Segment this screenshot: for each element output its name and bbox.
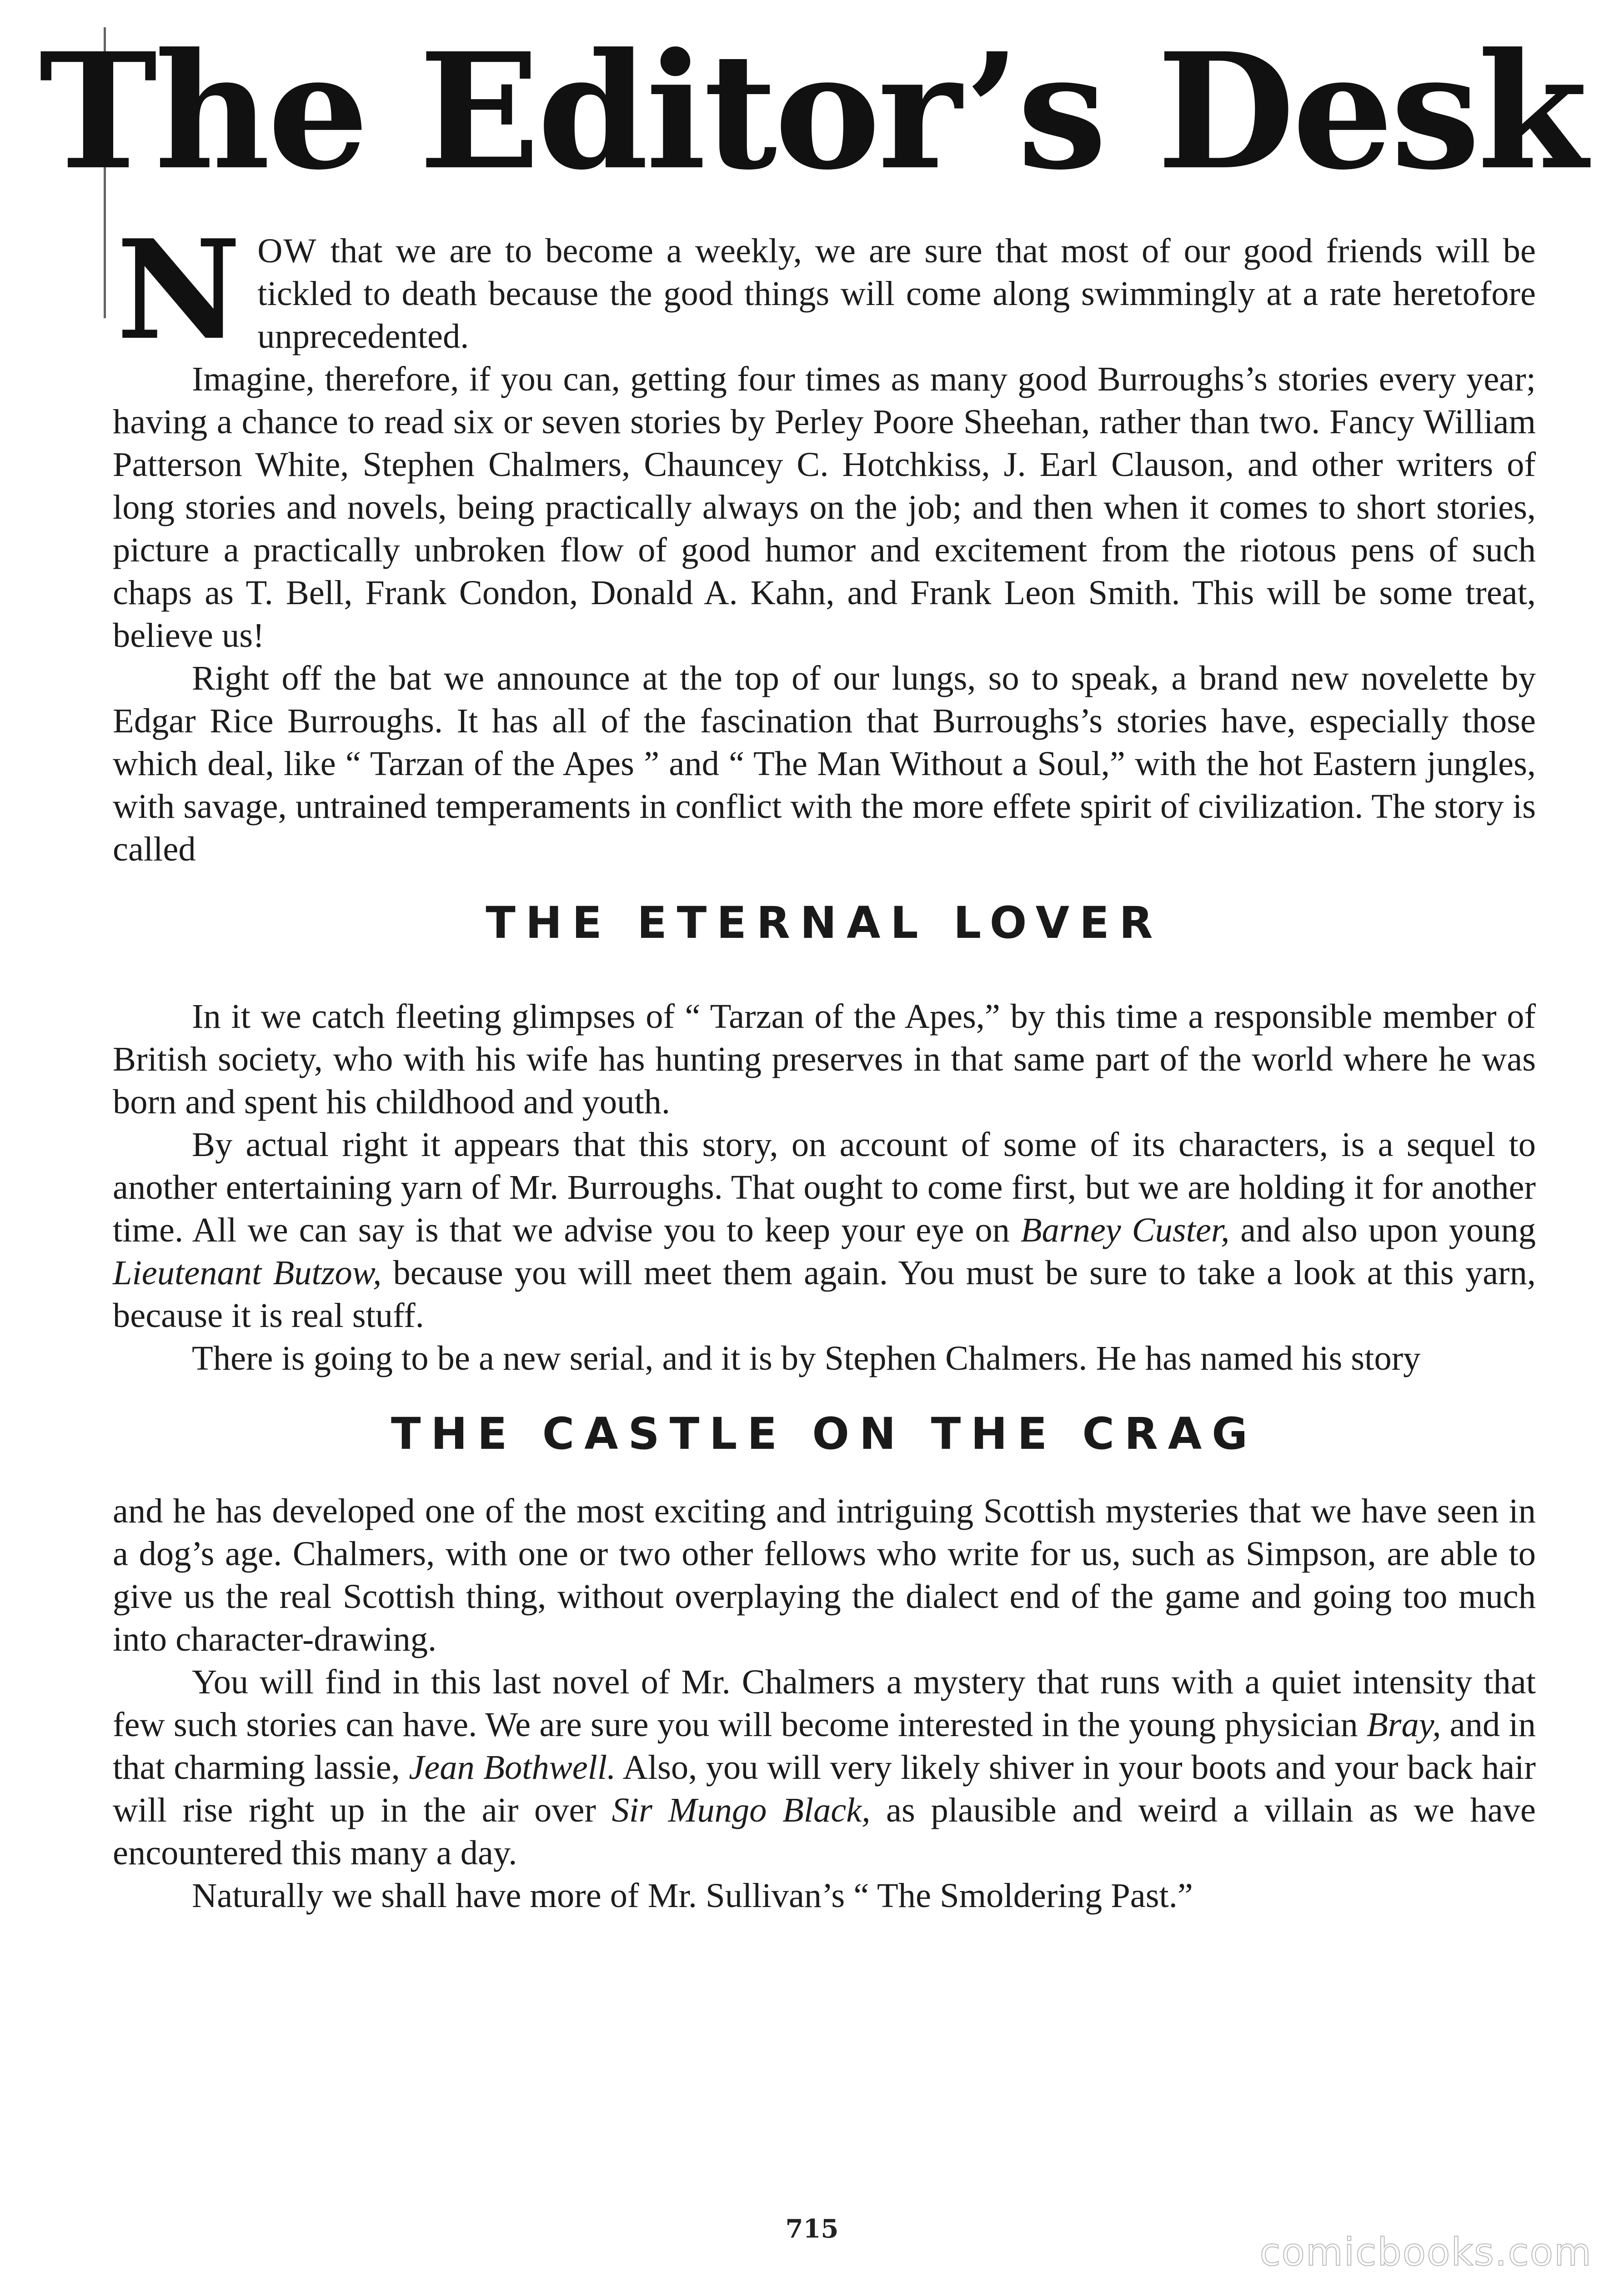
paragraph-5-text-c: because you will meet them again. You must be sure to take a look at this yarn, because it is real stuff. [113,1253,1536,1335]
paragraph-3: Right off the bat we announce at the top of our lungs, so to speak, a brand new novelette by Edgar Rice Burroughs. It has all of the fascination that Burroughs’s stories have, especially those which deal, like “ Tarzan of the Apes ” and “ The Man Without a Soul,” with the hot Eastern jungles, with savage, untrained temperaments in conflict with the more effete spirit of civilization. The story is called [113,659,1536,868]
character-name-sir-mungo-black: Sir Mungo Black, [612,1791,871,1829]
paragraph-5 [113,1123,1536,1337]
paragraph-6: There is going to be a new serial, and it is by Stephen Chalmers. He has named his story [192,1339,1421,1377]
paragraph-8 [113,1661,1536,1874]
paragraph-9: Naturally we shall have more of Mr. Sullivan’s “ The Smoldering Past.” [192,1876,1193,1915]
character-name-jean-bothwell: Jean Bothwell. [409,1748,616,1787]
watermark: comicbooks.com [1259,2230,1592,2273]
paragraph-7: and he has developed one of the most exciting and intriguing Scottish mysteries that we have seen in a dog’s age. Chalmers, with one or two other fellows who write for us, such as Simpson, are able to give us the real Scottish thing, without overplaying the dialect end of the game and going too much into character-drawing. [113,1492,1536,1658]
drop-cap: N [116,210,241,370]
paragraph-4: In it we catch fleeting glimpses of “ Tarzan of the Apes,” by this time a responsible member of British society, who with his wife has hunting preserves in that same part of the world where he was born and spent his childhood and youth. [113,997,1536,1121]
paragraph-8-text-d: as plausible and weird a villain as we have encountered this many a day. [113,1791,1536,1872]
story-heading-eternal-lover: THE ETERNAL LOVER [486,897,1163,948]
story-heading-castle-on-the-crag: THE CASTLE ON THE CRAG [391,1408,1258,1459]
paragraph-8-text-c: Also, you will very likely shiver in your boots and your back hair will rise right up in the air over [113,1748,1536,1829]
page-title: The Editor’s Desk [39,18,1585,205]
paragraph-5-text-b: and also upon young [1229,1211,1536,1249]
character-name-barney-custer: Barney Custer, [1020,1211,1230,1249]
page-number: 715 [785,2214,839,2244]
character-name-lieutenant-butzow: Lieutenant Butzow, [113,1253,382,1292]
paragraph-2: Imagine, therefore, if you can, getting four times as many good Burroughs’s stories every year; having a chance to read six or seven stories by Perley Poore Sheehan, rather than two. Fancy William Patterson White, Stephen Chalmers, Chauncey C. Hotchkiss, J. Earl Clauson, and other writers of long stories and novels, being practically always on the job; and then when it comes to short stories, picture a practically unbroken flow of good humor and excitement from the riotous pens of such chaps as T. Bell, Frank Condon, Donald A. Kahn, and Frank Leon Smith. This will be some treat, believe us! [113,360,1536,655]
character-name-bray: Bray, [1366,1705,1441,1744]
paragraph-5-text-a: By actual right it appears that this story, on account of some of its characters, is a sequel to another entertaining yarn of Mr. Burroughs. That ought to come first, but we are holding it for another time. All we can say is that we advise you to keep your eye on [113,1125,1536,1249]
paragraph-1 [113,210,1536,370]
paragraph-1-text: that we are to become a weekly, we are sure that most of our good friends will be tickled to death because the good things will come along swimmingly at a rate heretofore unprecedented. [257,231,1536,355]
paragraph-8-text-b: and in that charming lassie, [113,1705,1536,1787]
paragraph-8-text-a: You will find in this last novel of Mr. Chalmers a mystery that runs with a quiet intensity that few such stories can have. We are sure you will become interested in the young physician [113,1662,1536,1744]
paragraph-1-lead: OW [257,231,317,270]
article-body [113,210,1536,1917]
